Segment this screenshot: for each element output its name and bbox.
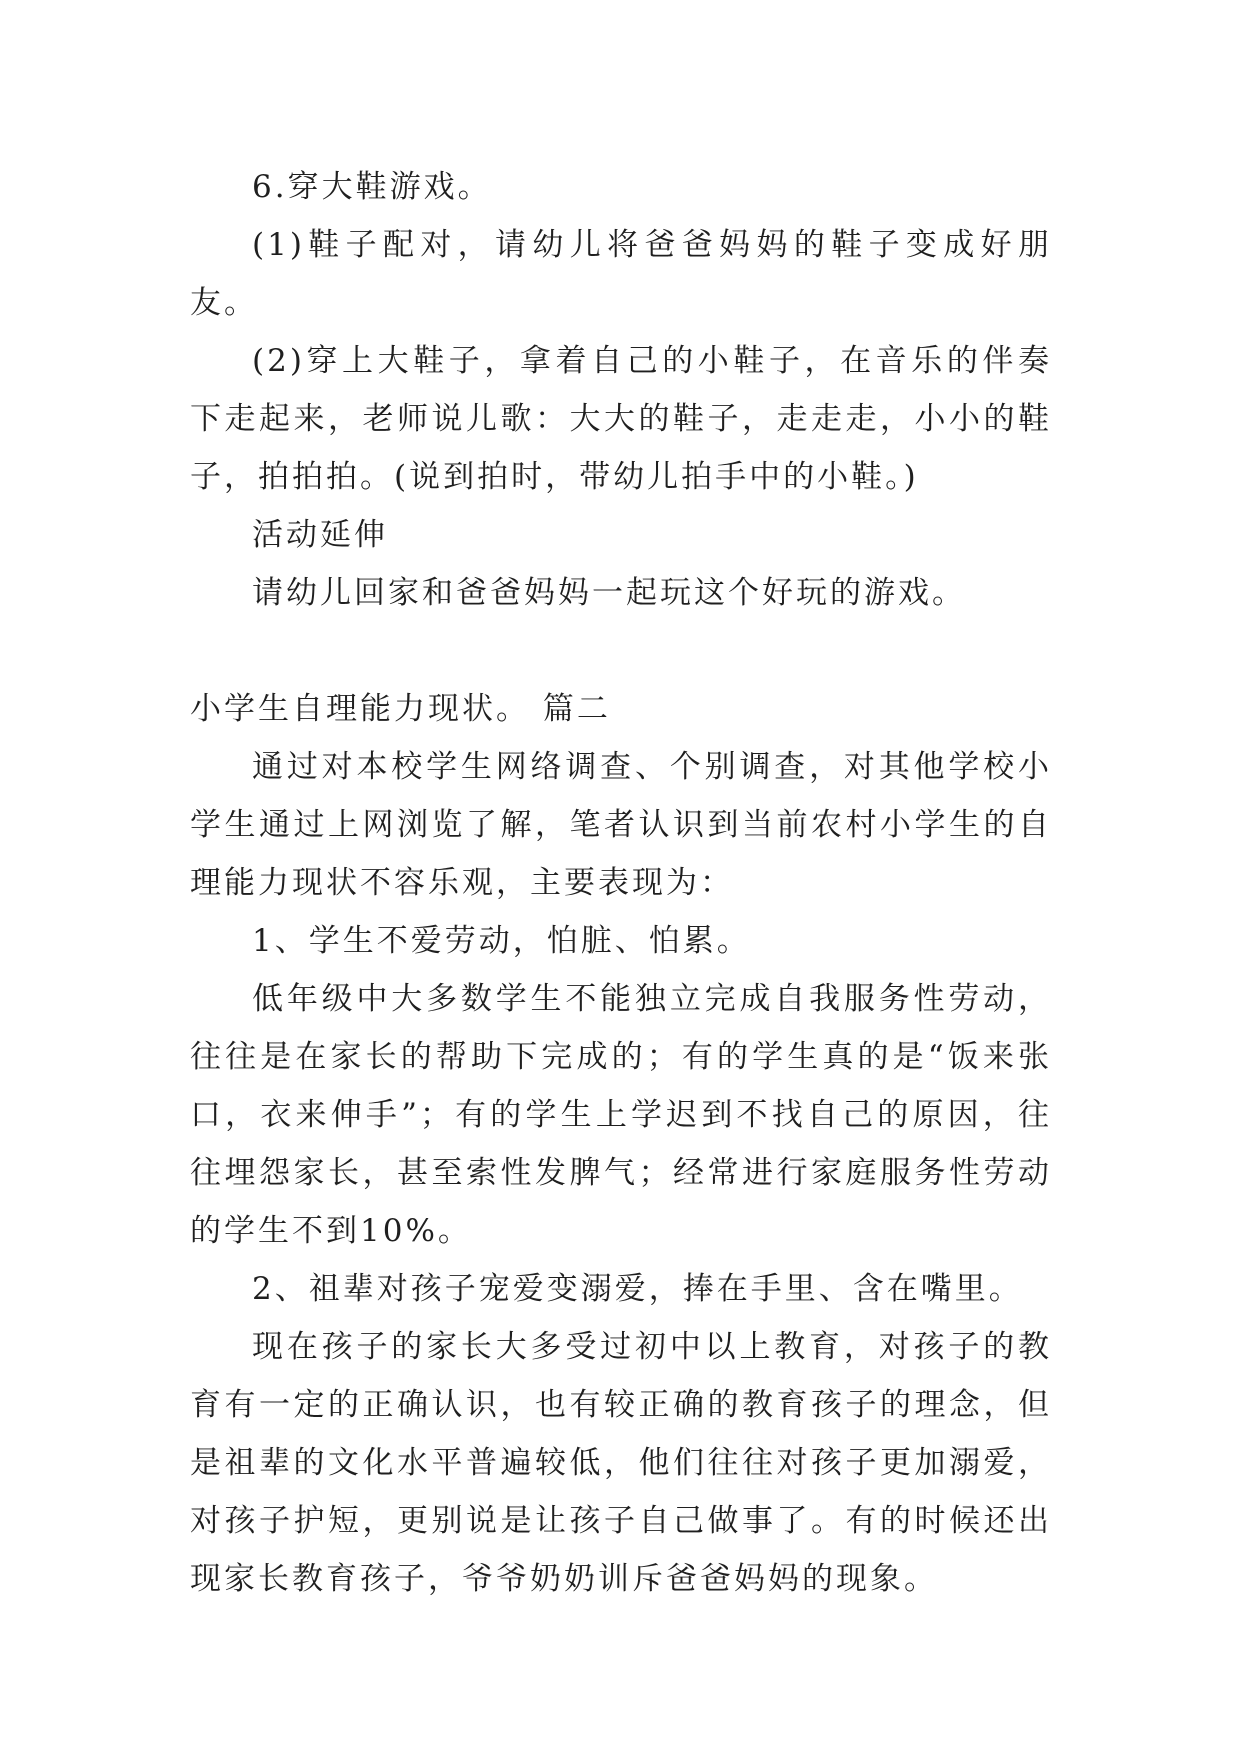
document-body [190, 158, 1052, 1608]
point-1-heading: 1、学生不爱劳动，怕脏、怕累。 [252, 923, 751, 959]
paragraph-step-6-1: (1)鞋子配对，请幼儿将爸爸妈妈的鞋子变成好朋友。 [190, 227, 1052, 321]
point-1-body: 低年级中大多数学生不能独立完成自我服务性劳动，往往是在家长的帮助下完成的；有的学生真的是“饭来张口，衣来伸手”；有的学生上学迟到不找自己的原因，往往埋怨家长，甚至索性发脾气；经常进行家庭服务性劳动的学生不到10%。 [190, 981, 1052, 1249]
section-title: 小学生自理能力现状。 篇二 [190, 691, 611, 727]
paragraph-intro: 通过对本校学生网络调查、个别调查，对其他学校小学生通过上网浏览了解，笔者认识到当前农村小学生的自理能力现状不容乐观，主要表现为： [190, 749, 1052, 901]
section-spacer [190, 622, 1052, 680]
point-2-body: 现在孩子的家长大多受过初中以上教育，对孩子的教育有一定的正确认识，也有较正确的教育孩子的理念，但是祖辈的文化水平普遍较低，他们往往对孩子更加溺爱，对孩子护短，更别说是让孩子自己做事了。有的时候还出现家长教育孩子，爷爷奶奶训斥爸爸妈妈的现象。 [190, 1329, 1052, 1597]
point-2-heading: 2、祖辈对孩子宠爱变溺爱，捧在手里、含在嘴里。 [252, 1271, 1023, 1307]
heading-activity-extension: 活动延伸 [252, 517, 388, 553]
paragraph-step-6: 6.穿大鞋游戏。 [252, 169, 492, 205]
paragraph-activity-extension: 请幼儿回家和爸爸妈妈一起玩这个好玩的游戏。 [252, 575, 966, 611]
paragraph-step-6-2: (2)穿上大鞋子，拿着自己的小鞋子，在音乐的伴奏下走起来，老师说儿歌：大大的鞋子，走走走，小小的鞋子，拍拍拍。(说到拍时，带幼儿拍手中的小鞋。) [190, 343, 1052, 495]
